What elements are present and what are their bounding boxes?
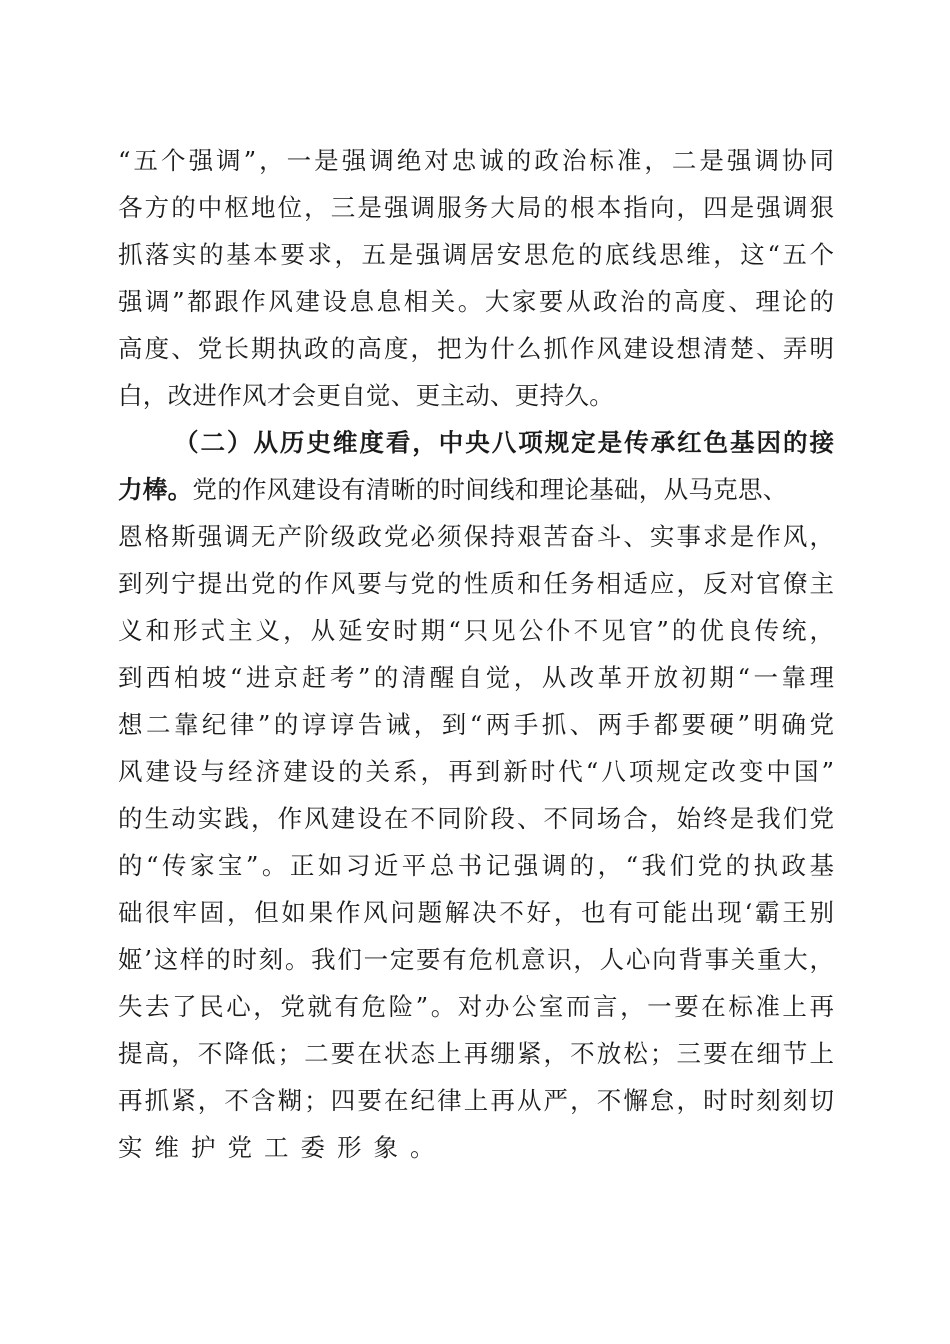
line-text: 高度、党长期执政的高度，把为什么抓作风建设想清楚、弄明	[118, 334, 837, 363]
line-text: 的生动实践，作风建设在不同阶段、不同场合，始终是我们党	[118, 804, 837, 833]
text-line	[118, 1075, 837, 1127]
text-line	[118, 934, 834, 986]
text-line	[118, 135, 838, 187]
line-text: 风建设与经济建设的关系，再到新时代“八项规定改变中国”	[118, 757, 838, 786]
section-heading: （二）从历史维度看，中央八项规定是传承红色基因的接	[174, 428, 836, 457]
section-heading-line	[174, 417, 834, 469]
text-line	[118, 276, 837, 328]
line-text: 党的作风建设有清晰的时间线和理论基础，从马克思、	[192, 475, 788, 504]
line-text: 想二靠纪律”的谆谆告诫，到“两手抓、两手都要硬”明确党	[118, 710, 838, 739]
text-line	[118, 981, 837, 1033]
line-text: 再抓紧，不含糊；四要在纪律上再从严，不懈怠，时时刻刻切	[118, 1086, 837, 1115]
line-text: 各方的中枢地位，三是强调服务大局的根本指向，四是强调狠	[118, 193, 837, 222]
text-line	[118, 699, 838, 751]
section-heading-end: 力棒。	[118, 475, 193, 504]
line-text: 的“传家宝”。正如习近平总书记强调的，“我们党的执政基	[118, 851, 838, 880]
line-text: 抓落实的基本要求，五是强调居安思危的底线思维，这“五个	[118, 240, 837, 269]
line-text: 义和形式主义，从延安时期“只见公仆不见官”的优良传统，	[118, 616, 838, 645]
text-line	[118, 229, 837, 281]
line-text: 姬’这样的时刻。我们一定要有危机意识，人心向背事关重大，	[118, 945, 836, 974]
line-text: 失去了民心，党就有危险”。对办公室而言，一要在标准上再	[118, 992, 837, 1021]
text-line	[118, 558, 837, 610]
line-text: 到西柏坡“进京赶考”的清醒自觉，从改革开放初期“一靠理	[118, 663, 838, 692]
text-line	[118, 323, 837, 375]
line-text: 白，改进作风才会更自觉、更主动、更持久。	[118, 381, 614, 410]
line-text: “五个强调”，一是强调绝对忠诚的政治标准，二是强调协同	[118, 146, 838, 175]
line-text: 到列宁提出党的作风要与党的性质和任务相适应，反对官僚主	[118, 569, 837, 598]
text-line	[118, 746, 838, 798]
text-line	[118, 793, 837, 845]
line-text: 恩格斯强调无产阶级政党必须保持艰苦奋斗、实事求是作风，	[118, 522, 837, 551]
line-text: 础很牢固，但如果作风问题解决不好，也有可能出现‘霸王别	[118, 898, 837, 927]
text-line	[118, 511, 837, 563]
text-line	[118, 1028, 837, 1080]
line-text: 实维护党工委形象。	[118, 1133, 447, 1162]
text-line	[118, 370, 614, 422]
text-line	[118, 840, 838, 892]
text-line	[118, 652, 838, 704]
line-text: 强调”都跟作风建设息息相关。大家要从政治的高度、理论的	[118, 287, 837, 316]
text-line	[118, 605, 838, 657]
line-text: 提高，不降低；二要在状态上再绷紧，不放松；三要在细节上	[118, 1039, 837, 1068]
text-line	[118, 1122, 834, 1174]
text-line	[118, 464, 834, 516]
text-line	[118, 182, 837, 234]
text-line	[118, 887, 837, 939]
